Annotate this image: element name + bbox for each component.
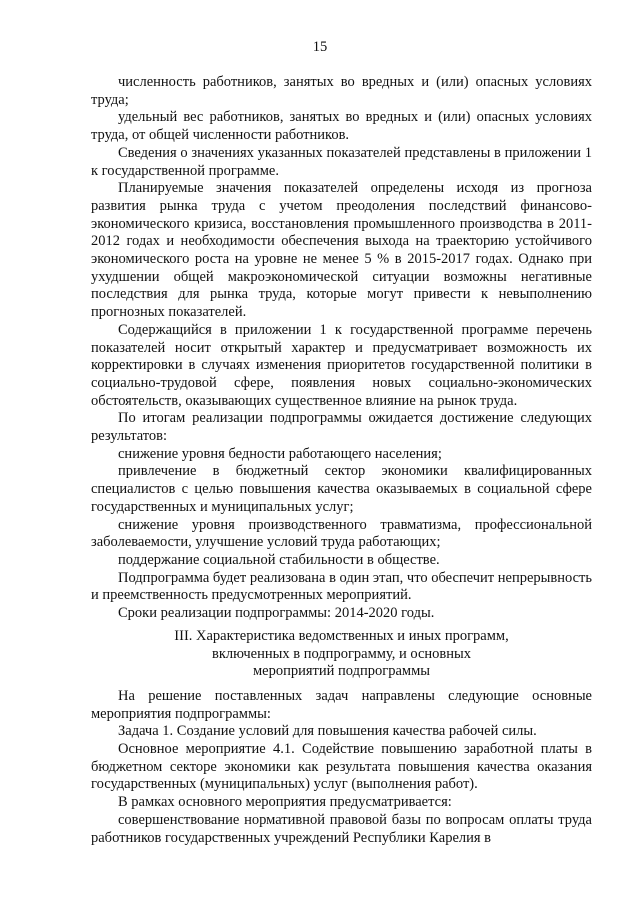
paragraph: удельный вес работников, занятых во вредных и (или) опасных условиях труда, от общей численности работников. <box>91 109 592 144</box>
paragraph: По итогам реализации подпрограммы ожидается достижение следующих результатов: <box>91 410 592 445</box>
paragraph: Содержащийся в приложении 1 к государственной программе перечень показателей носит открытый характер и предусматривает возможность их корректировки в случаях изменения приоритетов государственной политики в социально-трудовой сфере, появления новых социально-экономических обстоятельств, оказывающих существенное влияние на рынок труда. <box>91 321 592 409</box>
section-heading-line: включенных в подпрограмму, и основных <box>211 645 472 662</box>
paragraph: поддержание социальной стабильности в обществе. <box>118 551 440 568</box>
paragraph: снижение уровня бедности работающего населения; <box>118 445 442 462</box>
paragraph: На решение поставленных задач направлены следующие основные мероприятия подпрограммы: <box>91 687 592 722</box>
paragraph: В рамках основного мероприятия предусматривается: <box>118 794 452 811</box>
paragraph: Планируемые значения показателей определены исходя из прогноза развития рынка труда с учетом преодоления последствий финансово-экономического кризиса, восстановления промышленного производства в 2011-2012 годах и необходимости обеспечения выхода на траекторию устойчивого экономического роста на уровне не менее 5 % в 2015-2017 годах. Однако при ухудшении общей макроэкономической ситуации возможны негативные последствия для рынка труда, которые могут привести к невыполнению прогнозных показателей. <box>91 180 592 321</box>
paragraph: привлечение в бюджетный сектор экономики квалифицированных специалистов с целью повышения качества оказываемых в социальной сфере государственных и муниципальных услуг; <box>91 463 592 515</box>
section-heading-line: III. Характеристика ведомственных и иных программ, <box>174 627 509 644</box>
paragraph: Основное мероприятие 4.1. Содействие повышению заработной платы в бюджетном секторе экономики как результата повышения качества оказания государственных (муниципальных) услуг (выполнения работ). <box>91 741 592 793</box>
paragraph: Сроки реализации подпрограммы: 2014-2020 годы. <box>118 605 435 622</box>
page-number: 15 <box>312 39 328 55</box>
section-heading <box>91 628 592 681</box>
document-body <box>91 74 592 847</box>
paragraph: Задача 1. Создание условий для повышения качества рабочей силы. <box>118 723 537 740</box>
paragraph: Подпрограмма будет реализована в один этап, что обеспечит непрерывность и преемственность предусмотренных мероприятий. <box>91 569 592 604</box>
paragraph: снижение уровня производственного травматизма, профессиональной заболеваемости, улучшение условий труда работающих; <box>91 516 592 551</box>
section-heading-line: мероприятий подпрограммы <box>253 663 430 680</box>
paragraph: совершенствование нормативной правовой базы по вопросам оплаты труда работников государственных учреждений Республики Карелия в <box>91 811 592 846</box>
paragraph: численность работников, занятых во вредных и (или) опасных условиях труда; <box>91 74 592 108</box>
paragraph: Сведения о значениях указанных показателей представлены в приложении 1 к государственной программе. <box>91 144 592 179</box>
